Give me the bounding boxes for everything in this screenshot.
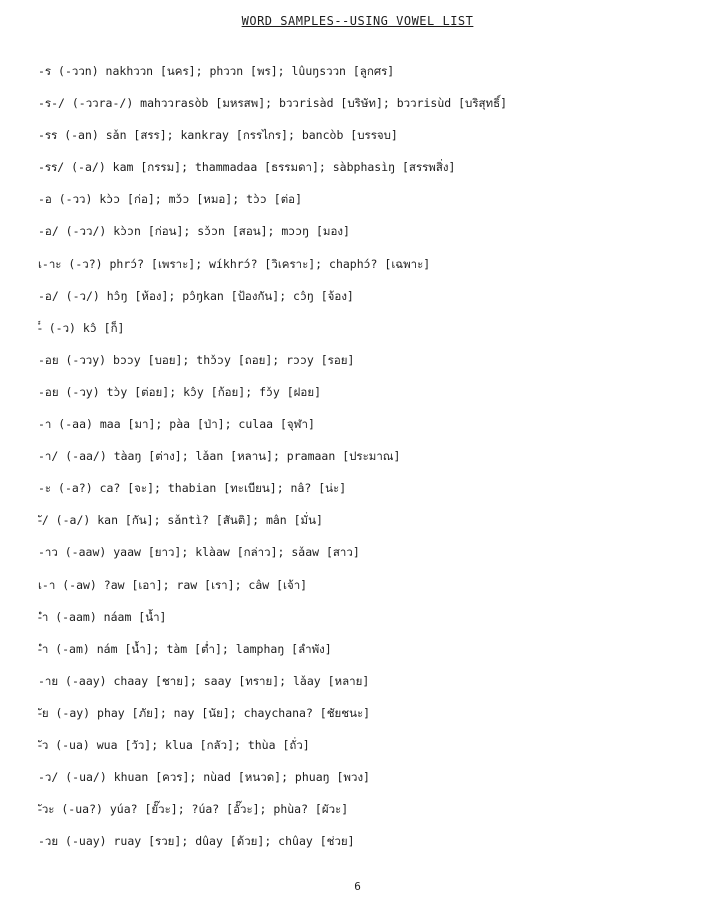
list-item: -รร/ (-a/) kam [กรรม]; thammadaa [ธรรมดา]; sàbphasìŋ [สรรพสิ่ง] bbox=[38, 160, 456, 175]
list-item: -ำ (-am) nám [น้ำ]; tàm [ต่ำ]; lamphaŋ [ลำพัง] bbox=[38, 641, 332, 656]
list-item: -า (-aa) maa [มา]; pàa [ป่า]; culaa [จุฬา] bbox=[38, 417, 315, 432]
list-item: -ร (-ววn) nakhววn [นคร]; phววn [พร]; lûuŋsววn [ลูกศร] bbox=[38, 64, 395, 78]
list-item: -ัย (-ay) phay [ภัย]; nay [นัย]; chaychana? [ชัยชนะ] bbox=[38, 705, 371, 720]
list-item: -ัว (-ua) wua [วัว]; klua [กลัว]; thùa [ถั่ว] bbox=[38, 737, 310, 752]
list-item: -ะ (-a?) ca? [จะ]; thabian [ทะเบียน]; nâ? [น่ะ] bbox=[38, 481, 347, 496]
list-item: -ำ (-aam) náam [น้ำ] bbox=[38, 609, 167, 624]
list-item: -อ/ (-ว/) hɔ̂ŋ [ห้อง]; pɔ̂ŋkan [ป้องกัน]; cɔ̂ŋ [จ้อง] bbox=[38, 288, 354, 303]
list-item: -ร-/ (-ววra-/) mahววrasòb [มหรสพ]; bววrisàd [บริษัท]; bววrisùd [บริสุทธิ์] bbox=[38, 96, 508, 111]
list-item: -อ/ (-วว/) kɔ̀ɔn [ก่อน]; sɔ̌ɔn [สอน]; mɔɔŋ [มอง] bbox=[38, 224, 350, 239]
page-title: WORD SAMPLES--USING VOWEL LIST bbox=[241, 14, 474, 28]
list-item: เ-าะ (-ว?) phrɔ́? [เพราะ]; wíkhrɔ́? [วิเคราะ]; chaphɔ́? [เฉพาะ] bbox=[38, 256, 431, 271]
word-sample-list bbox=[38, 59, 703, 861]
list-item: -อ (-วว) kɔ̀ɔ [ก่อ]; mɔ̌ɔ [หมอ]; tɔ̀ɔ [ต่อ] bbox=[38, 192, 302, 207]
list-item: -าว (-aaw) yaaw [ยาว]; klàaw [กล่าว]; sǎaw [สาว] bbox=[38, 545, 360, 560]
list-item: -อย (-วy) tɔ̀y [ต่อย]; kɔ̂y [ก้อย]; fɔ̌y [ฝอย] bbox=[38, 384, 321, 399]
list-item: -า/ (-aa/) tàaŋ [ต่าง]; lǎan [หลาน]; pramaan [ประมาณ] bbox=[38, 449, 401, 464]
list-item: -็ (-ว) kɔ̂ [ก็] bbox=[38, 320, 125, 335]
list-item: เ-า (-aw) ?aw [เอา]; raw [เรา]; câw [เจ้า] bbox=[38, 577, 308, 592]
list-item: -ว/ (-ua/) khuan [ควร]; nùad [หนวด]; phuaŋ [พวง] bbox=[38, 770, 370, 785]
list-item: -ัวะ (-ua?) yúa? [ยั๊วะ]; ?úa? [อั๊วะ]; phùa? [ผัวะ] bbox=[38, 802, 349, 817]
page-number: 6 bbox=[354, 880, 361, 893]
list-item: -รร (-an) sǎn [สรร]; kankray [กรรไกร]; bancòb [บรรจบ] bbox=[38, 128, 398, 143]
list-item: -ั/ (-a/) kan [กัน]; sǎntì? [สันติ]; mân [มั่น] bbox=[38, 513, 323, 528]
list-item: -วย (-uay) ruay [รวย]; dûay [ด้วย]; chûay [ช่วย] bbox=[38, 834, 355, 849]
list-item: -อย (-ววy) bɔɔy [บอย]; thɔ̌ɔy [ถอย]; rɔɔy [รอย] bbox=[38, 352, 355, 367]
list-item: -าย (-aay) chaay [ชาย]; saay [ทราย]; lǎay [หลาย] bbox=[38, 673, 370, 688]
